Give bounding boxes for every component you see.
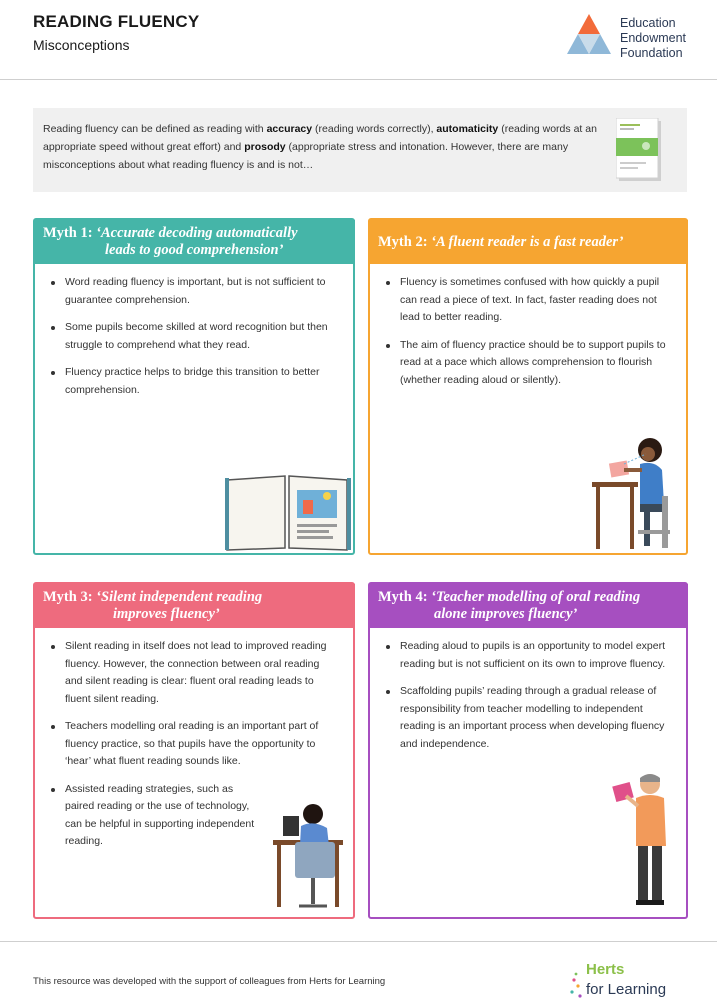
eef-logo-line: Foundation — [620, 46, 683, 60]
myth-card-header — [35, 584, 355, 628]
eef-logo-icon — [566, 12, 612, 58]
footer-credit: This resource was developed with the support of colleagues from Herts for Learning — [33, 976, 386, 987]
logo-word-learning: for Learning — [586, 981, 667, 998]
myth-label: Myth 3: — [43, 589, 93, 605]
myth-label: Myth 2: — [378, 233, 428, 250]
eef-logo-text — [620, 16, 686, 61]
myth-bullet: Word reading fluency is important, but is not sufficient to guarantee comprehension. — [51, 274, 339, 309]
myth-title-line: alone improves fluency’ — [434, 606, 578, 622]
myth-title-line: improves fluency’ — [113, 606, 220, 622]
myth-bullet: Assisted reading strategies, such as paired reading or the use of technology, can be helpful in supporting independent reading. — [51, 781, 263, 851]
intro-segment: (appropriate stress and intonation. However, there are many misconceptions about what reading fluency is and is not… — [43, 141, 569, 171]
intro-segment: Reading fluency can be defined as reading with — [43, 123, 267, 135]
myth-title-line: ‘A fluent reader is a fast reader’ — [431, 233, 624, 250]
child-at-computer-icon — [271, 802, 351, 912]
intro-segment: (reading words at an appropriate speed without great effort) and — [43, 123, 597, 153]
herts-for-learning-logo — [568, 952, 688, 1002]
myth-card-body — [386, 274, 672, 399]
intro-segment: (reading words correctly), — [312, 123, 437, 135]
myth-card-header — [35, 220, 355, 264]
myth-card-3 — [33, 582, 355, 919]
myth-card-title — [43, 589, 262, 623]
myth-title-line: ‘Accurate decoding automatically — [96, 225, 298, 241]
teacher-reading-aloud-icon — [610, 770, 680, 910]
myth-bullet: Fluency is sometimes confused with how quickly a pupil can read a piece of text. In fact, faster reading does not lead to better reading. — [386, 274, 672, 327]
page-header — [0, 0, 717, 80]
myth-title-line: ‘Teacher modelling of oral reading — [431, 589, 641, 605]
intro-box — [33, 108, 687, 192]
myth-bullet: Scaffolding pupils’ reading through a gradual release of responsibility from teacher modelling to independent reading is an important process when developing fluency and independence. — [386, 683, 672, 753]
myth-card-4 — [368, 582, 688, 919]
myth-card-body — [51, 274, 339, 409]
child-reading-at-desk-icon — [584, 434, 684, 554]
myth-title-line: leads to good comprehension’ — [105, 242, 284, 258]
myth-bullet: Fluency practice helps to bridge this transition to better comprehension. — [51, 364, 339, 399]
myth-bullet: Reading aloud to pupils is an opportunity to model expert reading but is not sufficient on its own to improve fluency. — [386, 638, 672, 673]
page-footer — [0, 941, 717, 1004]
intro-text — [43, 120, 603, 174]
intro-bold: accuracy — [266, 123, 313, 135]
myth-card-header — [370, 220, 688, 264]
logo-word-herts: Herts — [586, 961, 625, 978]
myth-card-header — [370, 584, 688, 628]
myth-label: Myth 1: — [43, 225, 93, 241]
myth-bullet: The aim of fluency practice should be to support pupils to read at a pace which allows comprehension to flourish (whether reading aloud or silently). — [386, 337, 672, 390]
intro-bold: automaticity — [436, 123, 499, 135]
eef-logo-line: Education — [620, 16, 676, 30]
myth-label: Myth 4: — [378, 589, 428, 605]
myth-card-title — [378, 234, 623, 251]
myth-bullet: Some pupils become skilled at word recognition but then struggle to comprehend what they read. — [51, 319, 339, 354]
myth-bullet: Teachers modelling oral reading is an important part of fluency practice, so that pupils have the opportunity to ‘hear’ what fluent reading sounds like. — [51, 718, 339, 771]
myth-card-1 — [33, 218, 355, 555]
myth-card-title — [378, 589, 640, 623]
myth-card-title — [43, 225, 298, 259]
myth-card-body — [386, 638, 672, 763]
myth-title-line: ‘Silent independent reading — [96, 589, 263, 605]
guidance-report-thumbnail-icon — [616, 118, 662, 182]
myth-bullet: Silent reading in itself does not lead to improved reading fluency. However, the connection between oral reading and silent reading is clear: fluent oral reading leads to fluent silent reading. — [51, 638, 339, 708]
open-book-icon — [223, 472, 353, 552]
myth-card-2 — [368, 218, 688, 555]
page-title: READING FLUENCY — [33, 12, 200, 31]
intro-bold: prosody — [244, 141, 286, 153]
eef-logo-line: Endowment — [620, 31, 687, 45]
page-subtitle: Misconceptions — [33, 37, 130, 53]
